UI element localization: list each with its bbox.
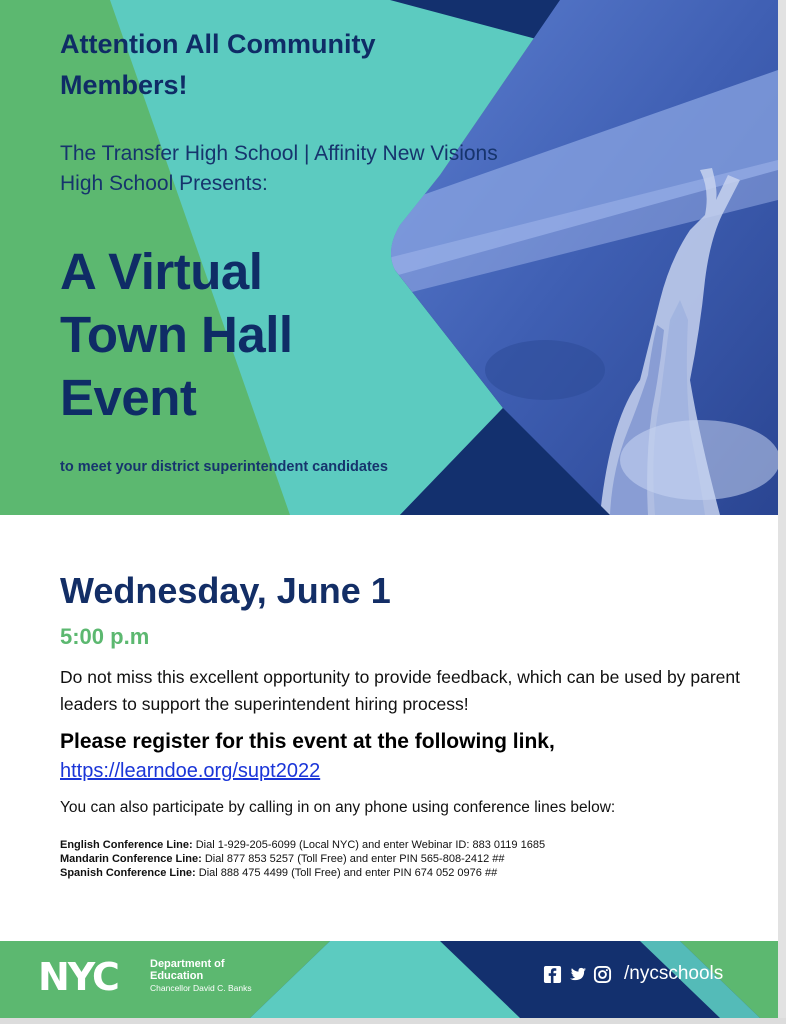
event-description: Do not miss this excellent opportunity to provide feedback, which can be used by parent leaders to support the superintendent hiring process! xyxy=(60,667,740,714)
event-title xyxy=(60,240,400,429)
attention-heading: Attention All Community Members! xyxy=(60,29,376,100)
call-in-instruction: You can also participate by calling in on any phone using conference lines below: xyxy=(60,799,616,816)
twitter-icon[interactable] xyxy=(568,965,587,984)
department-line2: Education xyxy=(150,970,204,982)
conference-line-mandarin: Mandarin Conference Line: Dial 877 853 5257 (Toll Free) and enter PIN 565-808-2412 ## xyxy=(60,853,505,865)
chancellor-name: Chancellor David C. Banks xyxy=(150,983,252,993)
facebook-icon[interactable] xyxy=(543,965,562,984)
page-bottom-shadow xyxy=(0,1018,786,1024)
event-title-line1: A Virtual xyxy=(60,243,263,300)
event-title-line2: Town Hall xyxy=(60,306,293,363)
conference-line-spanish: Spanish Conference Line: Dial 888 475 4499 (Toll Free) and enter PIN 674 052 0976 ## xyxy=(60,867,498,879)
conference-line-english: English Conference Line: Dial 1-929-205-6099 (Local NYC) and enter Webinar ID: 883 0119 1685 xyxy=(60,839,546,851)
department-line1: Department of xyxy=(150,958,225,970)
event-title-line3: Event xyxy=(60,369,197,426)
conference-lines xyxy=(60,838,545,880)
footer-banner xyxy=(0,941,778,1018)
social-handle[interactable]: /nycschools xyxy=(624,963,724,984)
event-time: 5:00 p.m xyxy=(60,624,150,649)
nyc-logo xyxy=(38,956,142,996)
department-label xyxy=(150,958,252,994)
register-link[interactable]: https://learndoe.org/supt2022 xyxy=(60,760,321,782)
nyc-logo-text: NYC xyxy=(38,956,118,996)
event-subtitle: to meet your district superintendent candidates xyxy=(60,459,388,475)
page-edge-shadow xyxy=(778,0,786,1024)
presenter-line: The Transfer High School | Affinity New Visions High School Presents: xyxy=(60,142,498,195)
hero-banner xyxy=(0,0,778,515)
social-links xyxy=(543,963,723,985)
instagram-icon[interactable] xyxy=(593,965,612,984)
event-date: Wednesday, June 1 xyxy=(60,570,391,611)
register-instruction: Please register for this event at the following link, xyxy=(60,730,555,753)
